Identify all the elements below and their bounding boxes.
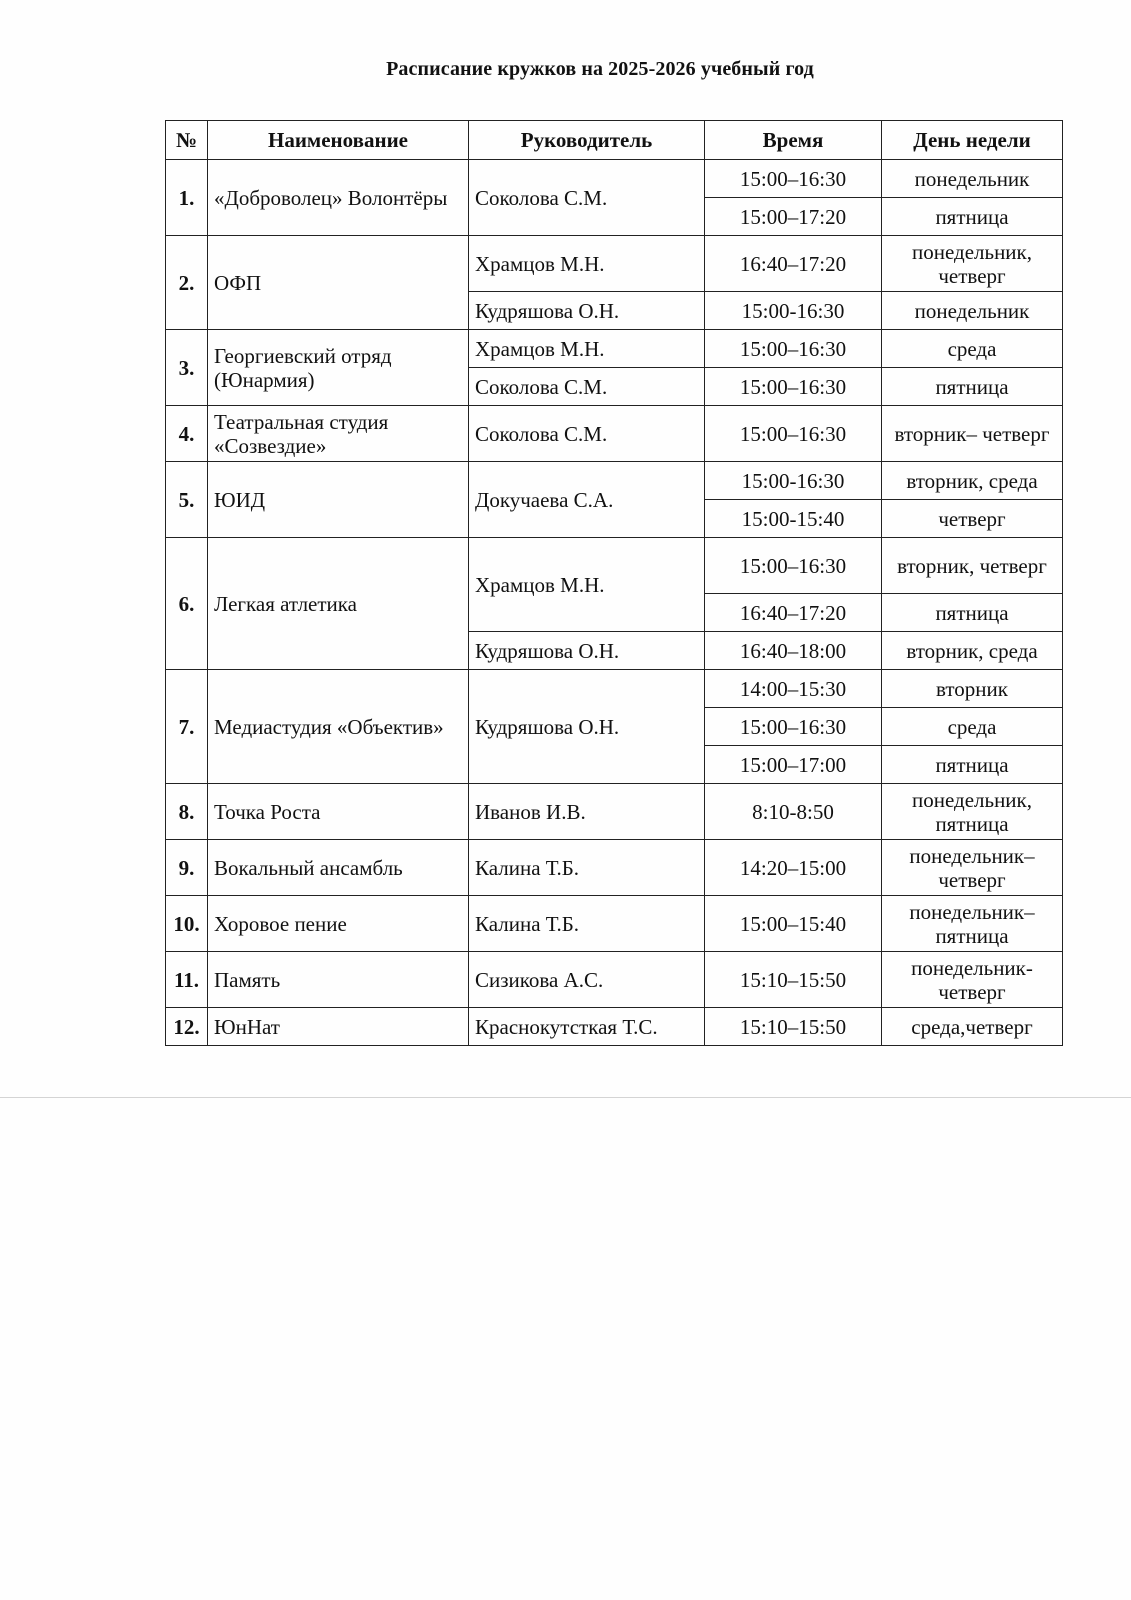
table-row [166,1008,1063,1046]
weekdays: понедельник, четверг [882,236,1063,292]
club-name: Вокальный ансамбль [208,840,469,896]
time-slot: 15:00–17:20 [705,198,882,236]
row-number: 10. [166,896,208,952]
row-number: 9. [166,840,208,896]
row-number: 4. [166,406,208,462]
header-leader: Руководитель [469,121,705,160]
table-row [166,462,1063,500]
row-number: 1. [166,160,208,236]
leader-name: Калина Т.Б. [469,896,705,952]
time-slot: 14:20–15:00 [705,840,882,896]
leader-name: Соколова С.М. [469,406,705,462]
weekdays: вторник, четверг [882,538,1063,594]
table-row [166,236,1063,292]
schedule-table [165,120,1063,1046]
leader-name: Иванов И.В. [469,784,705,840]
document-title: Расписание кружков на 2025-2026 учебный год [386,58,814,80]
club-name: ОФП [208,236,469,330]
time-slot: 15:00–16:30 [705,368,882,406]
weekdays: понедельник– четверг [882,840,1063,896]
time-slot: 16:40–17:20 [705,236,882,292]
time-slot: 16:40–17:20 [705,594,882,632]
row-number: 12. [166,1008,208,1046]
header-num: № [166,121,208,160]
club-name: Память [208,952,469,1008]
leader-name: Краснокутсткая Т.С. [469,1008,705,1046]
table-row [166,896,1063,952]
time-slot: 14:00–15:30 [705,670,882,708]
weekdays: четверг [882,500,1063,538]
weekdays: вторник [882,670,1063,708]
club-name: Хоровое пение [208,896,469,952]
table-row [166,670,1063,708]
weekdays: понедельник [882,292,1063,330]
time-slot: 8:10-8:50 [705,784,882,840]
table-row [166,784,1063,840]
weekdays: среда [882,330,1063,368]
time-slot: 15:10–15:50 [705,952,882,1008]
club-name: Театральная студия «Созвездие» [208,406,469,462]
header-name: Наименование [208,121,469,160]
row-number: 2. [166,236,208,330]
table-row [166,406,1063,462]
leader-name: Соколова С.М. [469,368,705,406]
weekdays: среда,четверг [882,1008,1063,1046]
schedule-body [166,160,1063,1046]
club-name: «Доброволец» Волонтёры [208,160,469,236]
time-slot: 15:00-16:30 [705,292,882,330]
weekdays: вторник– четверг [882,406,1063,462]
row-number: 8. [166,784,208,840]
club-name: Легкая атлетика [208,538,469,670]
leader-name: Соколова С.М. [469,160,705,236]
weekdays: вторник, среда [882,462,1063,500]
weekdays: понедельник- четверг [882,952,1063,1008]
leader-name: Кудряшова О.Н. [469,632,705,670]
weekdays: вторник, среда [882,632,1063,670]
time-slot: 15:00–16:30 [705,538,882,594]
weekdays: среда [882,708,1063,746]
club-name: Точка Роста [208,784,469,840]
table-header-row [166,121,1063,160]
table-row [166,538,1063,594]
header-days: День недели [882,121,1063,160]
weekdays: пятница [882,594,1063,632]
time-slot: 15:00-16:30 [705,462,882,500]
row-number: 11. [166,952,208,1008]
time-slot: 15:00–16:30 [705,330,882,368]
scan-fold-line [0,1097,1131,1098]
table-row [166,160,1063,198]
table-row [166,840,1063,896]
row-number: 5. [166,462,208,538]
time-slot: 15:00–16:30 [705,160,882,198]
row-number: 3. [166,330,208,406]
leader-name: Докучаева С.А. [469,462,705,538]
time-slot: 15:10–15:50 [705,1008,882,1046]
time-slot: 15:00–15:40 [705,896,882,952]
weekdays: пятница [882,198,1063,236]
row-number: 6. [166,538,208,670]
table-row [166,952,1063,1008]
header-time: Время [705,121,882,160]
leader-name: Сизикова А.С. [469,952,705,1008]
weekdays: понедельник [882,160,1063,198]
leader-name: Храмцов М.Н. [469,538,705,632]
leader-name: Храмцов М.Н. [469,236,705,292]
leader-name: Кудряшова О.Н. [469,670,705,784]
leader-name: Калина Т.Б. [469,840,705,896]
leader-name: Кудряшова О.Н. [469,292,705,330]
leader-name: Храмцов М.Н. [469,330,705,368]
club-name: ЮнНат [208,1008,469,1046]
table-row [166,330,1063,368]
time-slot: 15:00–17:00 [705,746,882,784]
weekdays: пятница [882,368,1063,406]
weekdays: понедельник– пятница [882,896,1063,952]
weekdays: пятница [882,746,1063,784]
time-slot: 15:00-15:40 [705,500,882,538]
club-name: Медиастудия «Объектив» [208,670,469,784]
time-slot: 15:00–16:30 [705,406,882,462]
time-slot: 16:40–18:00 [705,632,882,670]
row-number: 7. [166,670,208,784]
time-slot: 15:00–16:30 [705,708,882,746]
club-name: ЮИД [208,462,469,538]
weekdays: понедельник, пятница [882,784,1063,840]
club-name: Георгиевский отряд (Юнармия) [208,330,469,406]
